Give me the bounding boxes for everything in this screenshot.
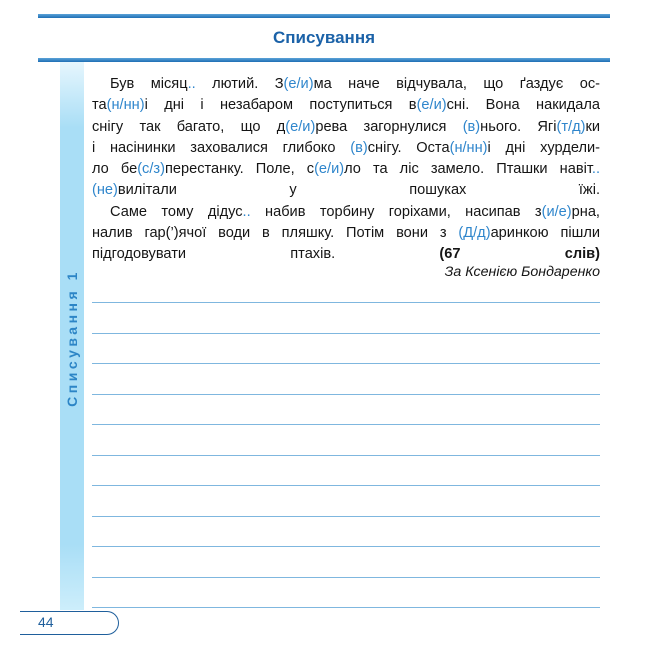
writing-line	[92, 607, 600, 608]
title-rule	[38, 58, 610, 62]
text-segment: перестанку. Поле, с	[164, 161, 315, 178]
page-title: Списування	[272, 28, 376, 47]
text-segment: і дні хурдели-	[487, 139, 600, 156]
text-line	[92, 223, 600, 244]
page-number: 44	[38, 614, 54, 630]
text-segment: рна,	[571, 203, 600, 220]
text-segment: снігу так багато, що д	[92, 118, 286, 135]
text-segment: нього. Ягі	[480, 118, 557, 135]
text-segment: ло бе	[92, 161, 138, 178]
writing-line	[92, 577, 600, 578]
text-segment: і насінинки заховалися глибоко	[92, 139, 351, 156]
top-rule	[38, 14, 610, 18]
text-segment: та	[92, 97, 107, 114]
spelling-hint: (Д/д)	[458, 225, 491, 242]
writing-line	[92, 394, 600, 395]
dictation-text	[92, 74, 600, 266]
writing-line	[92, 485, 600, 486]
sidebar-label: Списування 1	[64, 269, 80, 407]
text-segment: Був місяц	[110, 76, 188, 92]
spelling-hint: (и/е)	[541, 203, 572, 220]
writing-line	[92, 424, 600, 425]
text-segment: налив гар(’)ячої води в пляшку. Потім вони з	[92, 225, 459, 242]
spelling-hint: (е/и)	[283, 76, 314, 92]
author-attribution: За Ксенією Бондаренко	[444, 264, 600, 280]
text-segment: снігу. Оста	[367, 139, 450, 156]
spelling-hint: ..	[242, 203, 251, 220]
spelling-hint: (е/и)	[285, 118, 316, 135]
text-line	[92, 95, 600, 116]
text-segment: вилітали у пошуках їжі.	[117, 182, 600, 199]
text-segment: ло та ліс замело. Пташки навіт	[344, 161, 592, 178]
spelling-hint: ..	[591, 161, 600, 178]
text-line	[92, 180, 600, 201]
writing-line	[92, 363, 600, 364]
text-line	[92, 202, 600, 223]
text-segment: сні. Вона накидала	[446, 97, 600, 114]
text-segment: і дні і незабаром поступиться в	[144, 97, 417, 114]
text-segment: ма наче відчувала, що ґаздує ос-	[313, 76, 600, 92]
spelling-hint: ..	[187, 76, 196, 92]
spelling-hint: (т/д)	[556, 118, 586, 135]
spelling-hint: (н/нн)	[106, 97, 145, 114]
writing-line	[92, 455, 600, 456]
writing-line	[92, 302, 600, 303]
text-segment: ки	[585, 118, 600, 135]
writing-line	[92, 333, 600, 334]
spelling-hint: (с/з)	[137, 161, 165, 178]
spelling-hint: (не)	[92, 182, 118, 199]
word-count: (67 слів)	[439, 246, 600, 263]
text-segment: рева загорнулися	[315, 118, 463, 135]
spelling-hint: (е/и)	[314, 161, 345, 178]
text-line	[92, 159, 600, 180]
spelling-hint: (е/и)	[416, 97, 447, 114]
spelling-hint: (в)	[350, 139, 368, 156]
text-segment: підгодовувати птахів.	[92, 246, 440, 263]
text-segment: аринкою пішли	[490, 225, 600, 242]
writing-line	[92, 546, 600, 547]
page-number-tab	[20, 611, 119, 635]
text-line	[92, 117, 600, 138]
text-segment: Саме тому дідус	[110, 203, 243, 220]
spelling-hint: (н/нн)	[449, 139, 488, 156]
text-line	[92, 138, 600, 159]
writing-line	[92, 516, 600, 517]
text-segment: набив торбину горіхами, насипав з	[250, 203, 542, 220]
spelling-hint: (в)	[462, 118, 481, 135]
text-segment: лютий. З	[195, 76, 284, 92]
text-line	[92, 244, 600, 265]
text-line	[92, 74, 600, 95]
